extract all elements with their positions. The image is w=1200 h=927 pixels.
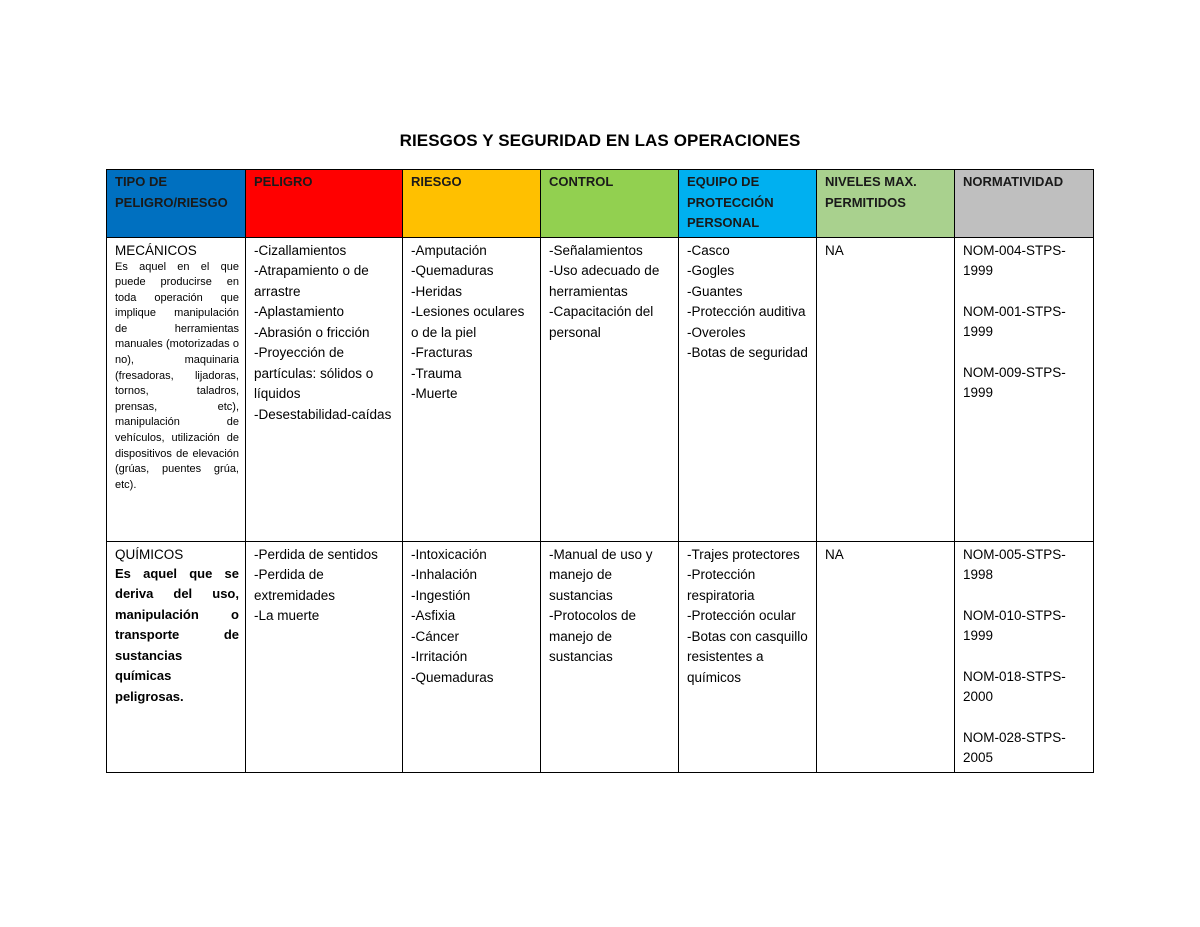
- norm-item: NOM-010-STPS-1999: [963, 607, 1066, 643]
- list-item: -Quemaduras: [411, 263, 494, 278]
- list-item: -Cizallamientos: [254, 242, 347, 258]
- category-name: MECÁNICOS: [115, 242, 197, 258]
- header-tipo: TIPO DE PELIGRO/RIESGO: [107, 170, 246, 238]
- header-normatividad: NORMATIVIDAD: [955, 170, 1094, 238]
- list-item: -Trajes protectores: [687, 546, 800, 562]
- list-item: -Trauma: [411, 365, 462, 381]
- list-item: -Desestabilidad-caídas: [254, 406, 392, 422]
- norm-item: NOM-005-STPS-1998: [963, 546, 1066, 582]
- header-row: [107, 170, 1094, 238]
- norm-item: NOM-009-STPS-1999: [963, 364, 1066, 400]
- cell-tipo: [107, 541, 246, 772]
- list-item: -Botas con casquillo resistentes a químicos: [687, 628, 808, 685]
- cell-riesgo: [403, 541, 541, 772]
- list-item: -Manual de uso y manejo de sustancias: [549, 546, 653, 603]
- cell-peligro: [246, 237, 403, 541]
- list-item: -Protección respiratoria: [687, 567, 756, 603]
- category-description: Es aquel en el que puede producirse en toda operación que implique manipulación de herramientas manuales (motorizadas o no), maquinaria (fresadoras, lijadoras, tornos, taladros, prensas, etc), manipulación de vehículos, utilización de dispositivos de elevación (grúas, puentes grúa, etc).: [115, 260, 239, 491]
- list-item: -Perdida de extremidades: [254, 567, 336, 603]
- list-item: -Amputación: [411, 242, 487, 258]
- category-description: Es aquel que se deriva del uso, manipulación o transporte de sustancias químicas peligrosas.: [115, 565, 239, 704]
- list-item: -La muerte: [254, 608, 320, 623]
- list-item: -Lesiones oculares o de la piel: [411, 304, 525, 340]
- list-item: -Atrapamiento o de arrastre: [254, 263, 369, 299]
- list-item: -Muerte: [411, 386, 458, 401]
- cell-control: [541, 541, 679, 772]
- cell-niveles: [817, 237, 955, 541]
- cell-tipo: [107, 237, 246, 541]
- list-item: -Irritación: [411, 649, 468, 664]
- cell-riesgo: [403, 237, 541, 541]
- list-item: -Abrasión o fricción: [254, 324, 370, 340]
- cell-normatividad: [955, 237, 1094, 541]
- header-riesgo: RIESGO: [403, 170, 541, 238]
- table-row-quimicos: [107, 541, 1094, 772]
- norm-item: NOM-028-STPS-2005: [963, 729, 1066, 765]
- header-peligro: PELIGRO: [246, 170, 403, 238]
- list-item: -Inhalación: [411, 567, 478, 582]
- list-item: -Quemaduras: [411, 669, 494, 685]
- page-title: RIESGOS Y SEGURIDAD EN LAS OPERACIONES: [399, 131, 801, 150]
- list-item: -Asfixia: [411, 608, 456, 623]
- list-item: -Perdida de sentidos: [254, 546, 378, 562]
- norm-item: NOM-004-STPS-1999: [963, 242, 1066, 278]
- cell-peligro: [246, 541, 403, 772]
- table-row-mecanicos: [107, 237, 1094, 541]
- list-item: -Protección ocular: [687, 608, 796, 623]
- cell-normatividad: [955, 541, 1094, 772]
- header-equipo: EQUIPO DE PROTECCIÓN PERSONAL: [679, 170, 817, 238]
- list-item: -Guantes: [687, 283, 743, 299]
- niveles-value: NA: [825, 242, 844, 258]
- list-item: -Botas de seguridad: [687, 345, 808, 360]
- list-item: -Gogles: [687, 263, 735, 278]
- cell-equipo: [679, 541, 817, 772]
- norm-item: NOM-001-STPS-1999: [963, 303, 1066, 339]
- risk-table: [106, 169, 1094, 773]
- category-name: QUÍMICOS: [115, 546, 184, 562]
- list-item: -Uso adecuado de herramientas: [549, 263, 660, 299]
- list-item: -Proyección de partículas: sólidos o líquidos: [254, 345, 374, 401]
- list-item: -Señalamientos: [549, 242, 643, 258]
- niveles-value: NA: [825, 546, 844, 562]
- cell-control: [541, 237, 679, 541]
- list-item: -Protección auditiva: [687, 304, 806, 319]
- list-item: -Fracturas: [411, 345, 473, 360]
- list-item: -Aplastamiento: [254, 304, 345, 319]
- list-item: -Ingestión: [411, 587, 471, 603]
- list-item: -Intoxicación: [411, 546, 487, 562]
- list-item: -Heridas: [411, 283, 463, 299]
- cell-niveles: [817, 541, 955, 772]
- header-niveles: NIVELES MAX. PERMITIDOS: [817, 170, 955, 238]
- list-item: -Cáncer: [411, 628, 460, 644]
- cell-equipo: [679, 237, 817, 541]
- header-control: CONTROL: [541, 170, 679, 238]
- list-item: -Casco: [687, 242, 730, 258]
- list-item: -Capacitación del personal: [549, 304, 654, 340]
- list-item: -Overoles: [687, 324, 746, 340]
- norm-item: NOM-018-STPS-2000: [963, 668, 1066, 704]
- list-item: -Protocolos de manejo de sustancias: [549, 608, 637, 664]
